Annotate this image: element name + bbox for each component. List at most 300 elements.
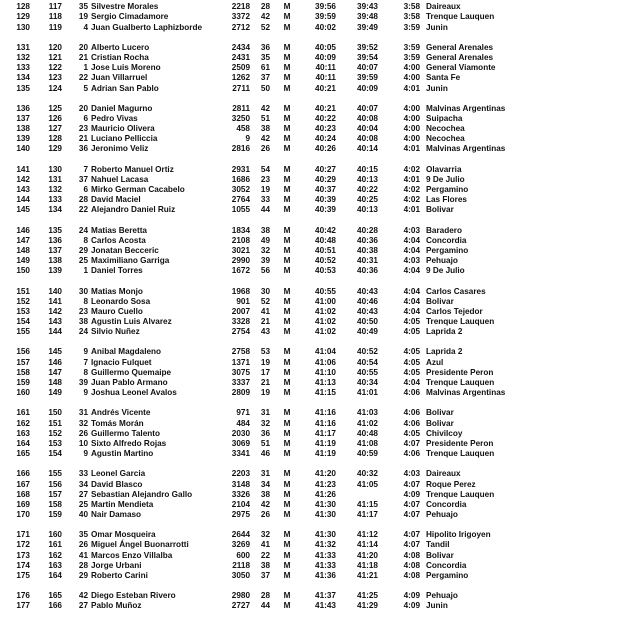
city-cell: Junin: [426, 22, 448, 32]
runner-name-cell: Omar Mosqueira: [91, 530, 156, 540]
category-position-cell: 150: [48, 408, 62, 418]
net-time-cell: 40:43: [357, 286, 378, 296]
pace-cell: 4:04: [403, 296, 420, 306]
overall-position-cell: 139: [16, 134, 30, 144]
gun-time-cell: 40:24: [315, 134, 336, 144]
sex-cell: M: [283, 256, 291, 266]
runner-name-cell: Sixto Alfredo Rojas: [91, 438, 167, 448]
overall-position-cell: 177: [16, 601, 30, 611]
bib-number-cell: 2727: [231, 601, 250, 611]
runner-name-cell: Jorge Urbani: [91, 560, 142, 570]
net-time-cell: 40:59: [357, 449, 378, 459]
pace-cell: 4:07: [403, 499, 420, 509]
net-time-cell: 41:01: [357, 388, 378, 398]
bib-number-cell: 2764: [231, 195, 250, 205]
category-position-cell: 145: [48, 347, 62, 357]
runner-name-cell: Silvestre Morales: [91, 2, 159, 12]
gun-time-cell: 40:42: [315, 225, 336, 235]
runner-name-cell: Martin Mendieta: [91, 499, 154, 509]
category-position-cell: 157: [48, 489, 62, 499]
category-position-cell: 126: [48, 113, 62, 123]
table-row: [0, 205, 634, 215]
city-cell: General Arenales: [426, 42, 494, 52]
age-cell: 42: [260, 12, 270, 22]
sex-cell: M: [283, 205, 291, 215]
table-row: [0, 73, 634, 83]
age-cell: 21: [260, 317, 270, 327]
sex-cell: M: [283, 601, 291, 611]
bib-number-cell: 2108: [231, 235, 250, 245]
gun-time-cell: 40:26: [315, 144, 336, 154]
net-time-cell: 41:15: [357, 499, 378, 509]
age-cell: 35: [260, 52, 270, 62]
category-rank-cell: 27: [78, 601, 88, 611]
city-cell: Bolivar: [426, 550, 454, 560]
overall-position-cell: 168: [16, 489, 30, 499]
bib-number-cell: 9: [245, 134, 250, 144]
gun-time-cell: 39:59: [315, 12, 336, 22]
city-cell: 9 De Julio: [426, 174, 465, 184]
overall-position-cell: 155: [16, 327, 30, 337]
table-row: [0, 612, 634, 622]
pace-cell: 4:06: [403, 408, 420, 418]
category-rank-cell: 4: [83, 22, 88, 32]
age-cell: 50: [260, 83, 270, 93]
gun-time-cell: 41:37: [315, 591, 336, 601]
gun-time-cell: 41:06: [315, 357, 336, 367]
bib-number-cell: 1055: [231, 205, 250, 215]
category-rank-cell: 29: [78, 245, 88, 255]
sex-cell: M: [283, 42, 291, 52]
overall-position-cell: 171: [16, 530, 30, 540]
gun-time-cell: 40:02: [315, 22, 336, 32]
pace-cell: 4:09: [403, 591, 420, 601]
city-cell: Pehuajo: [426, 510, 458, 520]
city-cell: Bolivar: [426, 408, 454, 418]
gun-time-cell: 41:19: [315, 438, 336, 448]
category-rank-cell: 6: [83, 185, 88, 194]
sex-cell: M: [283, 12, 291, 22]
runner-name-cell: Juan Villarruel: [91, 73, 148, 83]
city-cell: Roque Perez: [426, 479, 476, 489]
pace-cell: 4:03: [403, 225, 420, 235]
age-cell: 51: [260, 438, 270, 448]
gun-time-cell: 41:02: [315, 327, 336, 337]
net-time-cell: 40:52: [357, 347, 378, 357]
gun-time-cell: 40:37: [315, 185, 336, 194]
runner-name-cell: Juan Pablo Armano: [91, 378, 168, 387]
bib-number-cell: 2816: [231, 144, 250, 154]
runner-name-cell: David Blasco: [91, 479, 143, 489]
category-rank-cell: 23: [78, 306, 88, 316]
category-position-cell: 148: [48, 378, 62, 387]
pace-cell: 4:05: [403, 317, 420, 327]
table-row: [0, 104, 634, 114]
results-block: [0, 165, 634, 216]
category-position-cell: 153: [48, 438, 62, 448]
runner-name-cell: Carlos Acosta: [91, 235, 146, 245]
category-rank-cell: 21: [78, 52, 88, 62]
runner-name-cell: David Maciel: [91, 195, 141, 205]
runner-name-cell: Jose Luis Moreno: [91, 63, 161, 73]
pace-cell: 4:00: [403, 73, 420, 83]
bib-number-cell: 1262: [231, 73, 250, 83]
net-time-cell: 40:38: [357, 245, 378, 255]
net-time-cell: 41:25: [357, 591, 378, 601]
age-cell: 44: [260, 601, 270, 611]
results-block: [0, 287, 634, 338]
overall-position-cell: 164: [16, 438, 30, 448]
category-rank-cell: 26: [78, 428, 88, 438]
age-cell: 26: [260, 510, 270, 520]
runner-name-cell: Joshua Leonel Avalos: [91, 388, 177, 398]
overall-position-cell: 156: [16, 347, 30, 357]
category-rank-cell: 28: [78, 560, 88, 570]
runner-name-cell: Jonatan Becceric: [91, 245, 159, 255]
gun-time-cell: 41:26: [315, 489, 336, 499]
sex-cell: M: [283, 266, 291, 276]
age-cell: 43: [260, 327, 270, 337]
age-cell: 19: [260, 388, 270, 398]
city-cell: Pehuajo: [426, 256, 458, 266]
gun-time-cell: 41:00: [315, 296, 336, 306]
table-row: [0, 429, 634, 439]
bib-number-cell: 3341: [231, 449, 250, 459]
age-cell: 37: [260, 571, 270, 580]
pace-cell: 4:07: [403, 540, 420, 550]
runner-name-cell: Agustin Luis Alvarez: [91, 317, 172, 327]
category-rank-cell: 27: [78, 489, 88, 499]
category-position-cell: 128: [48, 134, 62, 144]
category-rank-cell: 35: [78, 2, 88, 12]
bib-number-cell: 2104: [231, 499, 250, 509]
net-time-cell: 40:22: [357, 185, 378, 194]
city-cell: Necochea: [426, 134, 465, 144]
city-cell: Azul: [426, 357, 444, 367]
runner-name-cell: Luciano Pelliccia: [91, 134, 158, 144]
table-row: [0, 480, 634, 490]
category-position-cell: 123: [48, 73, 62, 83]
category-position-cell: 141: [48, 296, 62, 306]
table-row: [0, 195, 634, 205]
net-time-cell: 40:50: [357, 317, 378, 327]
pace-cell: 4:07: [403, 530, 420, 540]
overall-position-cell: 132: [16, 52, 30, 62]
age-cell: 33: [260, 195, 270, 205]
runner-name-cell: Leonel Garcia: [91, 469, 146, 479]
pace-cell: 4:04: [403, 235, 420, 245]
net-time-cell: 41:12: [357, 530, 378, 540]
sex-cell: M: [283, 225, 291, 235]
city-cell: Junin: [426, 601, 448, 611]
bib-number-cell: 971: [236, 408, 250, 418]
results-block: [0, 104, 634, 155]
net-time-cell: 40:46: [357, 296, 378, 306]
table-row: [0, 144, 634, 154]
net-time-cell: 41:03: [357, 408, 378, 418]
gun-time-cell: 40:11: [315, 63, 336, 73]
table-row: [0, 439, 634, 449]
pace-cell: 4:01: [403, 205, 420, 215]
bib-number-cell: 3050: [231, 571, 250, 580]
runner-name-cell: Daniel Torres: [91, 266, 143, 276]
sex-cell: M: [283, 296, 291, 306]
category-rank-cell: 7: [83, 357, 88, 367]
sex-cell: M: [283, 63, 291, 73]
age-cell: 28: [260, 2, 270, 12]
city-cell: Chivilcoy: [426, 428, 463, 438]
city-cell: Concordia: [426, 499, 467, 509]
table-row: [0, 469, 634, 479]
table-row: [0, 307, 634, 317]
sex-cell: M: [283, 73, 291, 83]
category-position-cell: 127: [48, 124, 62, 134]
category-rank-cell: 10: [78, 438, 88, 448]
runner-name-cell: Matias Beretta: [91, 225, 147, 235]
overall-position-cell: 147: [16, 235, 30, 245]
city-cell: Pergamino: [426, 245, 469, 255]
runner-name-cell: Roberto Carini: [91, 571, 148, 580]
runner-name-cell: Sergio Cimadamore: [91, 12, 169, 22]
pace-cell: 4:05: [403, 357, 420, 367]
category-rank-cell: 8: [83, 367, 88, 377]
bib-number-cell: 3326: [231, 489, 250, 499]
category-position-cell: 159: [48, 510, 62, 520]
bib-number-cell: 1371: [231, 357, 250, 367]
pace-cell: 4:01: [403, 83, 420, 93]
sex-cell: M: [283, 560, 291, 570]
pace-cell: 4:00: [403, 63, 420, 73]
city-cell: Trenque Lauquen: [426, 489, 495, 499]
city-cell: 9 De Julio: [426, 266, 465, 276]
city-cell: Hipolito Irigoyen: [426, 530, 491, 540]
category-position-cell: 162: [48, 550, 62, 560]
sex-cell: M: [283, 245, 291, 255]
bib-number-cell: 484: [236, 418, 250, 428]
bib-number-cell: 2758: [231, 347, 250, 357]
gun-time-cell: 40:39: [315, 205, 336, 215]
pace-cell: 4:01: [403, 174, 420, 184]
category-rank-cell: 40: [78, 510, 88, 520]
overall-position-cell: 176: [16, 591, 30, 601]
pace-cell: 4:05: [403, 428, 420, 438]
bib-number-cell: 2990: [231, 256, 250, 266]
pace-cell: 4:08: [403, 571, 420, 580]
age-cell: 56: [260, 266, 270, 276]
bib-number-cell: 2975: [231, 510, 250, 520]
age-cell: 38: [260, 560, 270, 570]
bib-number-cell: 2809: [231, 388, 250, 398]
category-rank-cell: 41: [78, 550, 88, 560]
overall-position-cell: 146: [16, 225, 30, 235]
bib-number-cell: 3148: [231, 479, 250, 489]
pace-cell: 4:05: [403, 347, 420, 357]
category-rank-cell: 25: [78, 256, 88, 266]
age-cell: 42: [260, 103, 270, 113]
net-time-cell: 40:25: [357, 195, 378, 205]
age-cell: 32: [260, 418, 270, 428]
city-cell: Olavarria: [426, 164, 462, 174]
overall-position-cell: 135: [16, 83, 30, 93]
table-row: [0, 540, 634, 550]
category-position-cell: 156: [48, 479, 62, 489]
runner-name-cell: Miguel Ángel Buonarrotti: [91, 540, 189, 550]
net-time-cell: 41:20: [357, 550, 378, 560]
runner-name-cell: Guillermo Talento: [91, 428, 160, 438]
sex-cell: M: [283, 185, 291, 194]
gun-time-cell: 41:33: [315, 550, 336, 560]
net-time-cell: 40:55: [357, 367, 378, 377]
runner-name-cell: Alberto Lucero: [91, 42, 150, 52]
runner-name-cell: Nair Damaso: [91, 510, 142, 520]
city-cell: Pergamino: [426, 185, 469, 194]
net-time-cell: 41:21: [357, 571, 378, 580]
net-time-cell: 40:36: [357, 266, 378, 276]
age-cell: 52: [260, 22, 270, 32]
table-row: [0, 449, 634, 459]
table-row: [0, 236, 634, 246]
pace-cell: 4:02: [403, 164, 420, 174]
city-cell: Trenque Lauquen: [426, 449, 495, 459]
gun-time-cell: 41:20: [315, 469, 336, 479]
pace-cell: 4:02: [403, 195, 420, 205]
category-position-cell: 124: [48, 83, 62, 93]
category-position-cell: 131: [48, 174, 62, 184]
sex-cell: M: [283, 357, 291, 367]
city-cell: Trenque Lauquen: [426, 12, 495, 22]
table-row: [0, 256, 634, 266]
net-time-cell: 39:49: [357, 22, 378, 32]
city-cell: Tandil: [426, 540, 450, 550]
bib-number-cell: 2644: [231, 530, 250, 540]
gun-time-cell: 41:16: [315, 418, 336, 428]
overall-position-cell: 157: [16, 357, 30, 367]
age-cell: 38: [260, 225, 270, 235]
table-row: [0, 175, 634, 185]
runner-name-cell: Sebastian Alejandro Gallo: [91, 489, 193, 499]
sex-cell: M: [283, 2, 291, 12]
bib-number-cell: 3269: [231, 540, 250, 550]
category-rank-cell: 24: [78, 327, 88, 337]
runner-name-cell: Daniel Magurno: [91, 103, 153, 113]
category-rank-cell: 5: [83, 83, 88, 93]
category-rank-cell: 20: [78, 42, 88, 52]
pace-cell: 3:59: [403, 42, 420, 52]
age-cell: 31: [260, 469, 270, 479]
city-cell: Suipacha: [426, 113, 463, 123]
net-time-cell: 41:02: [357, 418, 378, 428]
table-row: [0, 185, 634, 195]
bib-number-cell: 1968: [231, 286, 250, 296]
overall-position-cell: 128: [16, 2, 30, 12]
overall-position-cell: 154: [16, 317, 30, 327]
category-rank-cell: 20: [78, 103, 88, 113]
age-cell: 34: [260, 479, 270, 489]
gun-time-cell: 41:02: [315, 306, 336, 316]
city-cell: Junin: [426, 83, 448, 93]
overall-position-cell: 170: [16, 510, 30, 520]
net-time-cell: 39:43: [357, 2, 378, 12]
table-row: [0, 317, 634, 327]
category-rank-cell: 7: [83, 164, 88, 174]
table-row: [0, 84, 634, 94]
results-block: [0, 43, 634, 94]
category-position-cell: 125: [48, 103, 62, 113]
category-position-cell: 132: [48, 185, 62, 194]
sex-cell: M: [283, 306, 291, 316]
pace-cell: 4:00: [403, 134, 420, 144]
bib-number-cell: 2811: [232, 103, 250, 113]
bib-number-cell: 2754: [231, 327, 250, 337]
net-time-cell: 41:17: [357, 510, 378, 520]
age-cell: 28: [260, 591, 270, 601]
bib-number-cell: 600: [236, 550, 250, 560]
city-cell: Laprida 2: [426, 347, 463, 357]
category-rank-cell: 29: [78, 571, 88, 580]
runner-name-cell: Tomás Morán: [91, 418, 144, 428]
table-row: [0, 23, 634, 33]
category-position-cell: 121: [48, 52, 62, 62]
overall-position-cell: 162: [16, 418, 30, 428]
category-position-cell: 151: [48, 418, 62, 428]
overall-position-cell: 143: [16, 185, 30, 194]
pace-cell: 4:00: [403, 113, 420, 123]
runner-name-cell: Anibal Magdaleno: [91, 347, 162, 357]
overall-position-cell: 149: [16, 256, 30, 266]
pace-cell: 4:01: [403, 144, 420, 154]
city-cell: Bolivar: [426, 296, 454, 306]
net-time-cell: 39:54: [357, 52, 378, 62]
gun-time-cell: 41:23: [315, 479, 336, 489]
net-time-cell: 40:08: [357, 113, 378, 123]
pace-cell: 3:59: [403, 22, 420, 32]
table-row: [0, 226, 634, 236]
runner-name-cell: Agustin Martino: [91, 449, 154, 459]
overall-position-cell: 129: [16, 12, 30, 22]
pace-cell: 3:59: [403, 52, 420, 62]
age-cell: 38: [260, 124, 270, 134]
table-row: [0, 63, 634, 73]
table-row: [0, 53, 634, 63]
net-time-cell: 40:49: [357, 327, 378, 337]
category-rank-cell: 26: [78, 540, 88, 550]
category-rank-cell: 28: [78, 195, 88, 205]
table-row: [0, 490, 634, 500]
runner-name-cell: Jeronimo Veliz: [91, 144, 149, 154]
gun-time-cell: 40:52: [315, 256, 336, 266]
city-cell: Baradero: [426, 225, 462, 235]
table-row: [0, 591, 634, 601]
bib-number-cell: 1672: [231, 266, 250, 276]
pace-cell: 4:06: [403, 418, 420, 428]
category-position-cell: 129: [48, 144, 62, 154]
category-rank-cell: 42: [78, 591, 88, 601]
sex-cell: M: [283, 174, 291, 184]
gun-time-cell: 40:05: [315, 42, 336, 52]
table-row: [0, 358, 634, 368]
table-row: [0, 297, 634, 307]
table-row: [0, 408, 634, 418]
age-cell: 41: [260, 540, 270, 550]
table-row: [0, 165, 634, 175]
gun-time-cell: 41:36: [315, 571, 336, 580]
net-time-cell: 40:48: [357, 428, 378, 438]
category-position-cell: 143: [48, 317, 62, 327]
sex-cell: M: [283, 327, 291, 337]
sex-cell: M: [283, 550, 291, 560]
category-rank-cell: 9: [83, 449, 88, 459]
runner-name-cell: Maximiliano Garriga: [91, 256, 170, 266]
